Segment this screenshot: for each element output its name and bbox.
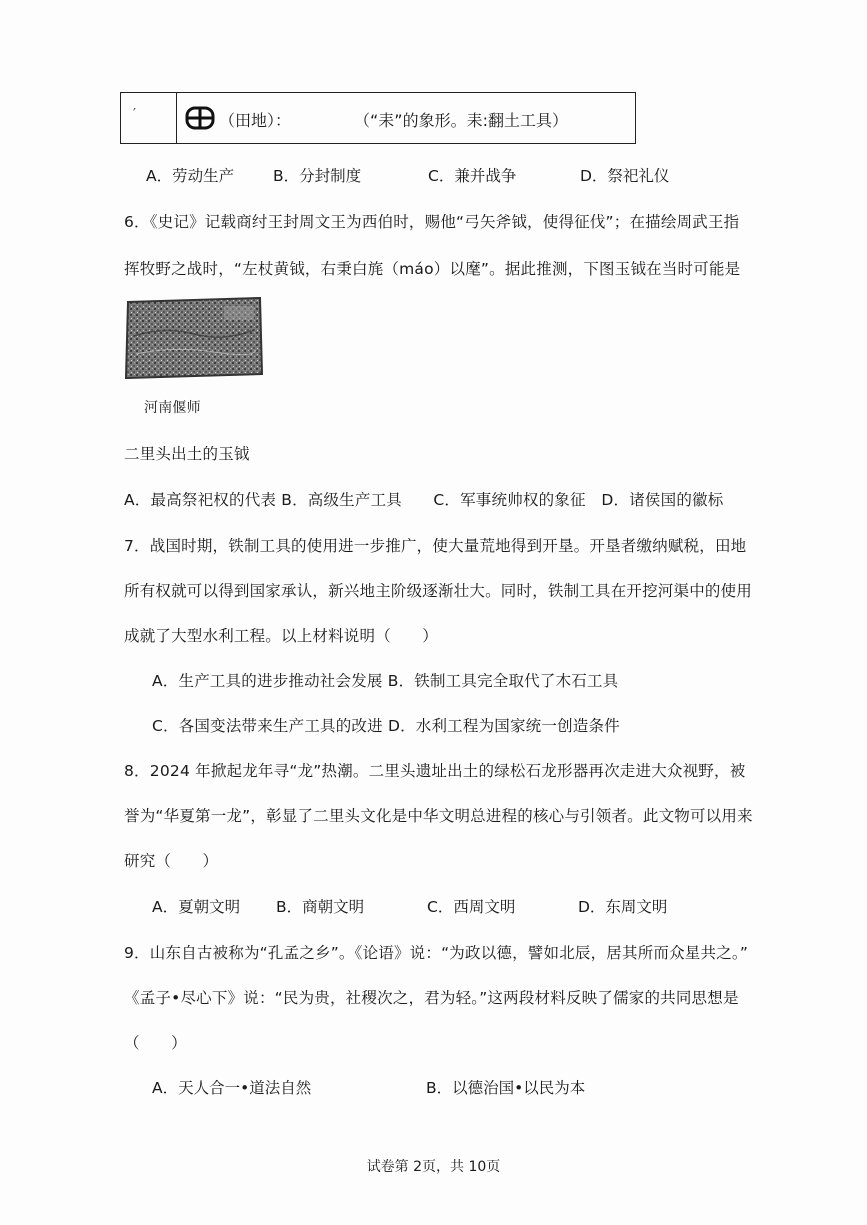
q9-option-b[interactable]: B．以德治国•以民为本 — [426, 1079, 586, 1097]
q9-line-1: 9．山东自古被称为“孔孟之乡”。《论语》说：“为政以德，譬如北辰，居其所而众星共之。” — [124, 944, 749, 962]
q5-option-c[interactable]: C．兼并战争 — [428, 167, 517, 185]
page-footer: 试卷第 2页，共 10页 — [366, 1159, 501, 1175]
table-left-cell — [121, 93, 177, 143]
q9-option-a[interactable]: A．天人合一•道法自然 — [152, 1079, 312, 1097]
q8-line-1: 8．2024 年掀起龙年寻“龙”热潮。二里头遗址出土的绿松石龙形器再次走进大众视野，被 — [124, 762, 746, 780]
q6-options[interactable]: A．最高祭祀权的代表 B．高级生产工具 C．军事统帅权的象征 D．诸侯国的徽标 — [124, 491, 724, 509]
q8-option-b[interactable]: B．商朝文明 — [276, 898, 365, 916]
field-label: （田地）： — [219, 111, 292, 130]
q8-line-2: 誉为“华夏第一龙”，彰显了二里头文化是中华文明总进程的核心与引领者。此文物可以用来 — [124, 807, 753, 825]
q9-line-3: （ ） — [124, 1034, 187, 1052]
image-caption-title: 二里头出土的玉钺 — [124, 445, 250, 463]
jade-axe-image — [124, 296, 264, 380]
q5-option-a[interactable]: A．劳动生产 — [146, 167, 235, 185]
q7-line-2: 所有权就可以得到国家承认，新兴地主阶级逐渐壮大。同时，铁制工具在开挖河渠中的使用 — [124, 582, 753, 600]
image-caption-location: 河南偃师 — [144, 400, 201, 416]
q6-line-2: 挥牧野之战时，“左杖黄钺，右秉白旄（máo）以麾”。据此推测，下图玉钺在当时可能是 — [124, 260, 741, 278]
q8-line-3: 研究（ ） — [124, 852, 219, 870]
q9-line-2: 《孟子•尽心下》说：“民为贵，社稷次之，君为轻。”这两段材料反映了儒家的共同思想是 — [124, 989, 739, 1007]
character-table — [120, 92, 636, 144]
field-character-icon — [185, 106, 215, 130]
q7-options-cd[interactable]: C．各国变法带来生产工具的改进 D．水利工程为国家统一创造条件 — [152, 717, 620, 735]
q6-line-1: 6．《史记》记载商纣王封周文王为西伯时，赐他“弓矢斧钺，使得征伐”；在描绘周武王指 — [124, 213, 740, 231]
q7-line-3: 成就了大型水利工程。以上材料说明（ ） — [124, 627, 439, 645]
q8-option-d[interactable]: D．东周文明 — [578, 898, 668, 916]
q5-option-d[interactable]: D．祭祀礼仪 — [580, 167, 670, 185]
q7-line-1: 7．战国时期，铁制工具的使用进一步推广，使大量荒地得到开垦。开垦者缴纳赋税，田地 — [124, 537, 747, 555]
ancient-glyph: ′ — [133, 107, 136, 122]
q8-option-c[interactable]: C．西周文明 — [427, 898, 516, 916]
lei-note: （“耒”的象形。耒:翻土工具） — [354, 111, 568, 130]
q5-option-b[interactable]: B．分封制度 — [273, 167, 362, 185]
q8-option-a[interactable]: A．夏朝文明 — [152, 898, 241, 916]
q7-options-ab[interactable]: A．生产工具的进步推动社会发展 B．铁制工具完全取代了木石工具 — [152, 672, 619, 690]
